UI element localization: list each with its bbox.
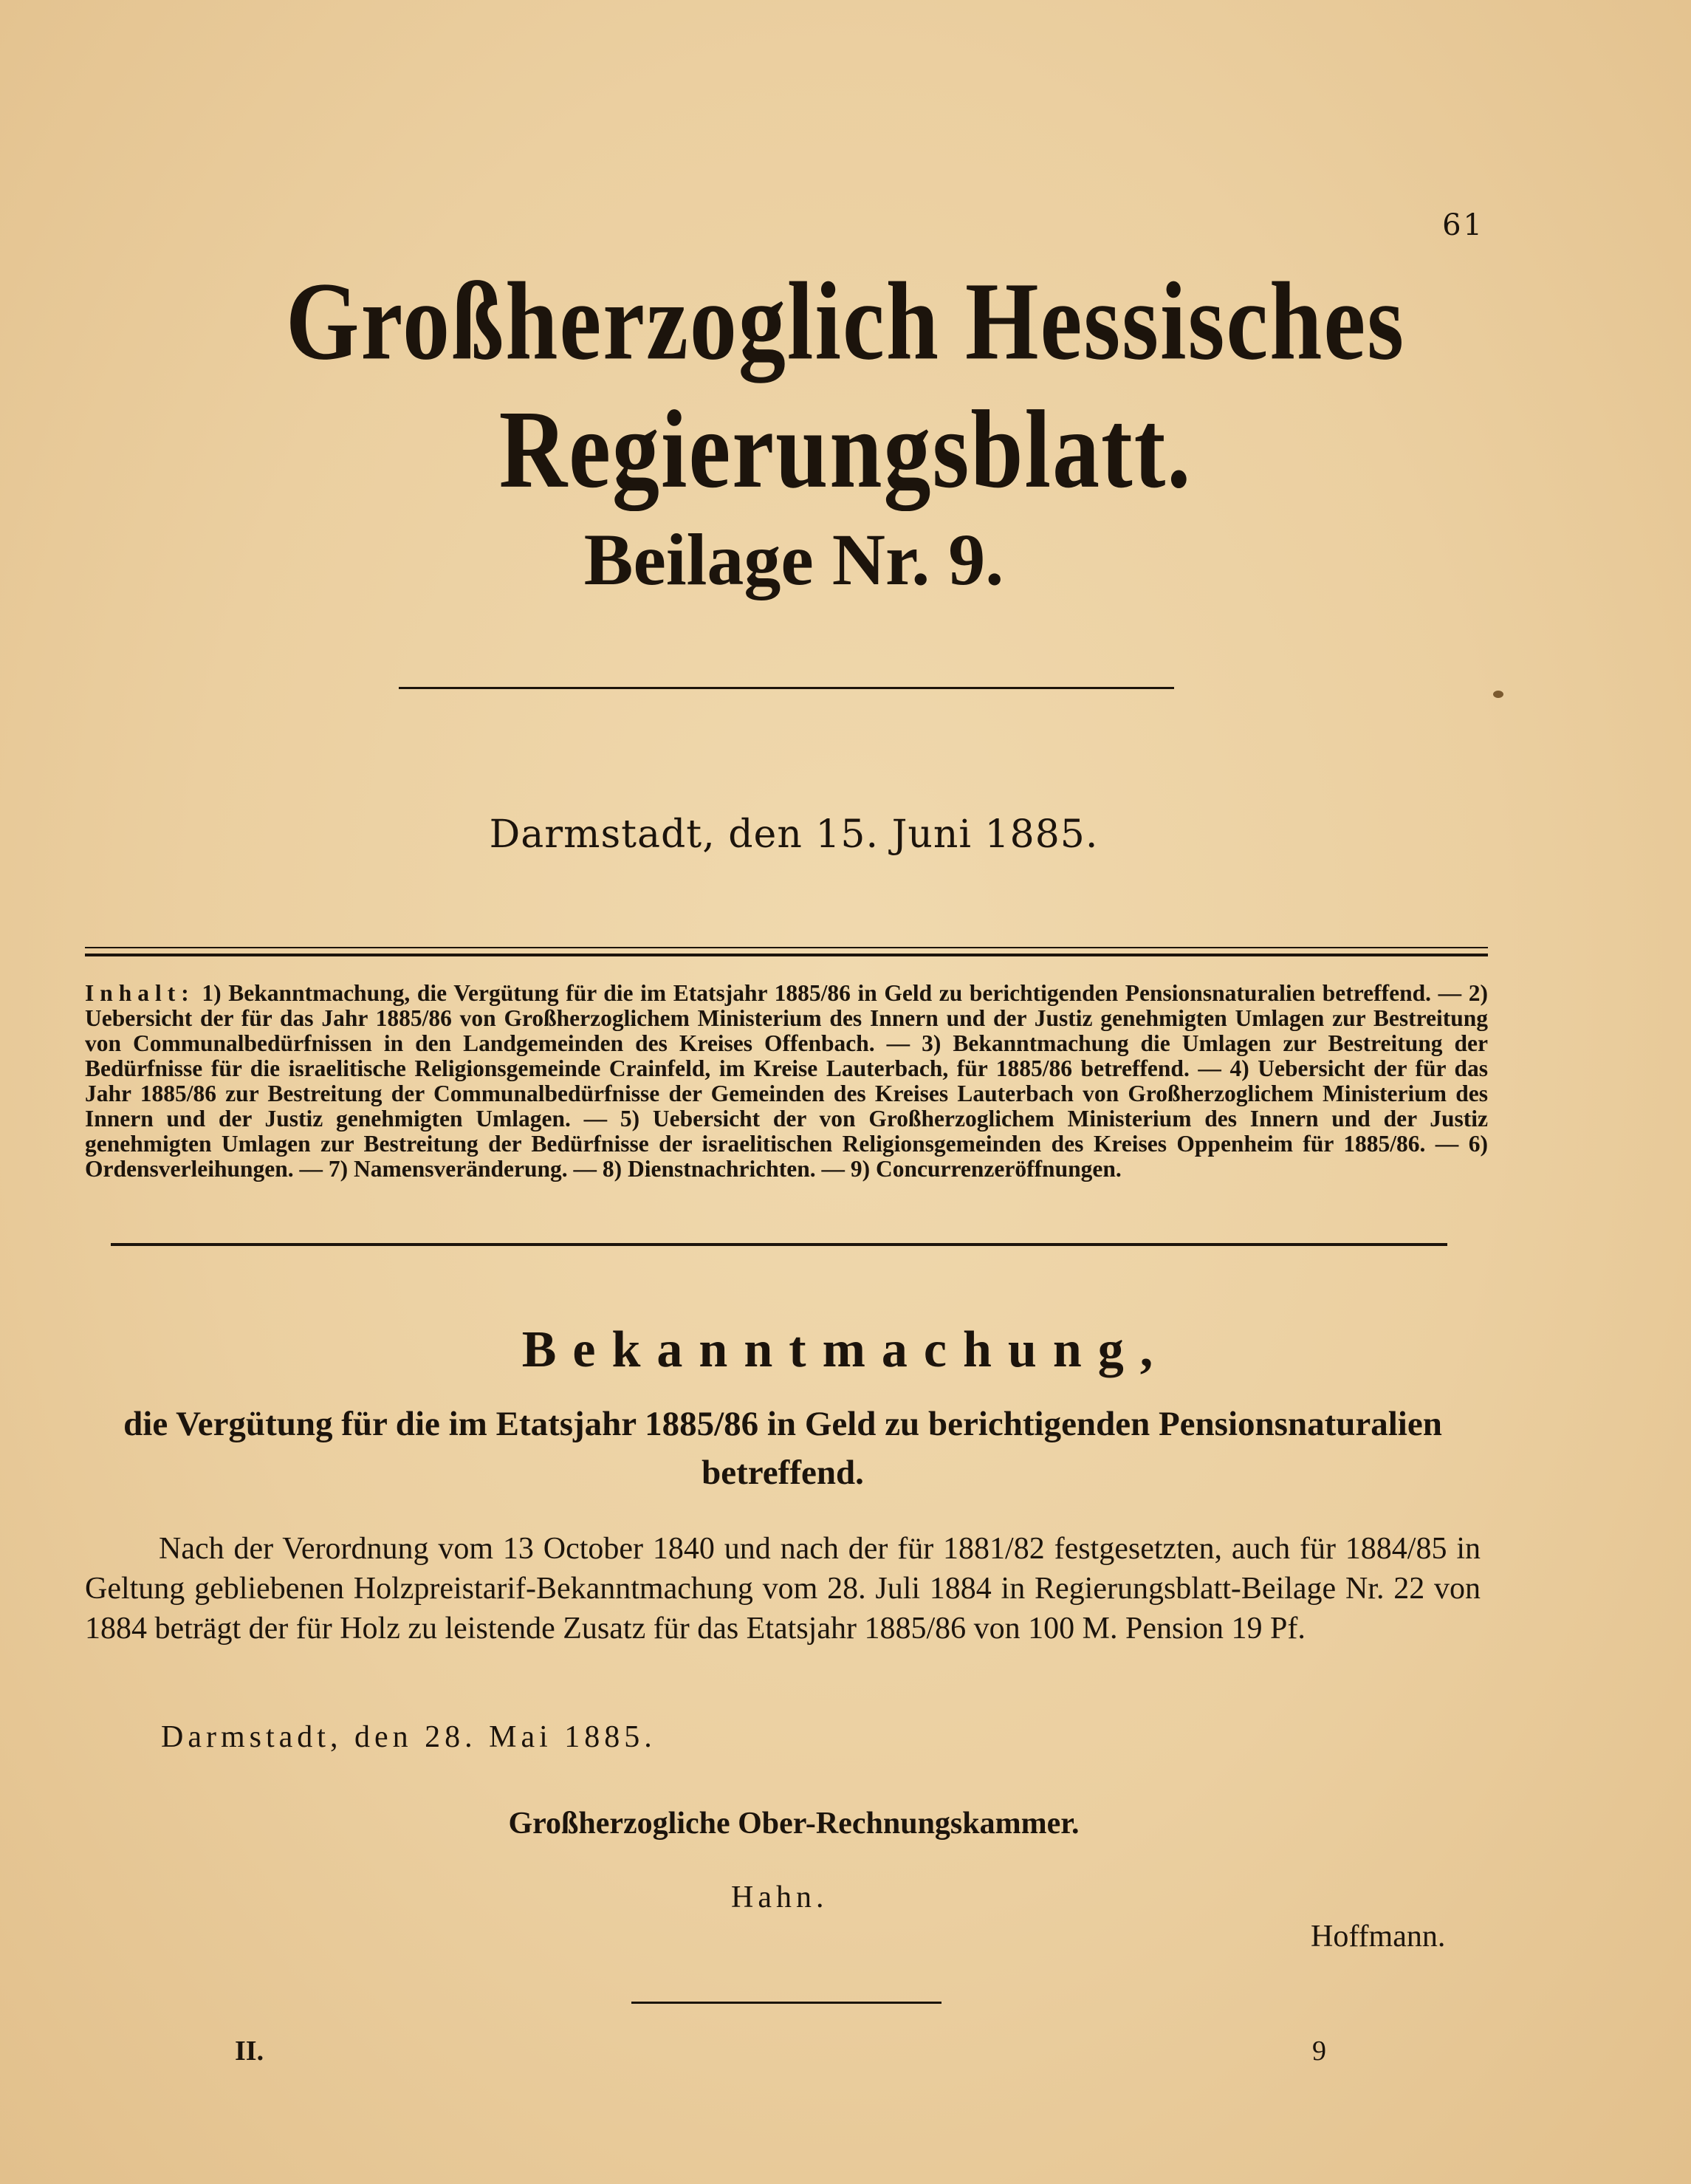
masthead-title: Großherzoglich Hessisches Regierungsblatt. [286, 259, 1405, 511]
table-of-contents [85, 981, 1488, 1182]
contents-label: Inhalt: [85, 980, 195, 1006]
signature-hahn: Hahn. [731, 1880, 829, 1914]
notice-subject: die Vergütung für die im Etatsjahr 1885/86 in Geld zu berichtigenden Pensionsnaturalien betreffend. [123, 1405, 1442, 1492]
paper-stain [1493, 691, 1503, 698]
notice-body: Nach der Verordnung vom 13 October 1840 und nach der für 1881/82 festgesetzten, auch für 1884/85 in Geltung gebliebenen Holzpreistarif-Bekanntmachung vom 28. Juli 1884 in Regierungsblatt-Beilage Nr. 22 von 1884 beträgt der für Holz zu leistende Zusatz für das Etatsjahr 1885/86 von 100 M. Pension 19 Pf. [85, 1532, 1481, 1646]
signature-hoffmann: Hoffmann. [1311, 1920, 1446, 1954]
footer-section-number: II. [235, 2036, 264, 2067]
notice-date: Darmstadt, den 28. Mai 1885. [161, 1720, 656, 1754]
issuing-authority: Großherzogliche Ober-Rechnungskammer. [508, 1807, 1080, 1841]
notice-heading: Bekanntmachung, [521, 1321, 1170, 1378]
issue-title: Beilage Nr. 9. [583, 518, 1004, 600]
contents-top-rule [85, 947, 1488, 956]
dateline: Darmstadt, den 15. Juni 1885. [489, 812, 1099, 857]
contents-bottom-rule [111, 1243, 1447, 1246]
footer-signature-mark: 9 [1312, 2036, 1326, 2067]
page-number: 61 [1442, 208, 1484, 242]
title-rule [399, 687, 1174, 689]
closing-rule [631, 2002, 941, 2004]
contents-text: 1) Bekanntmachung, die Vergütung für die im Etatsjahr 1885/86 in Geld zu berichtigenden Pensionsnaturalien betreffend. — 2) Uebersicht der für das Jahr 1885/86 von Großherzoglichem Ministerium des Innern und der Justiz genehmigten Umlagen zur Bestreitung von Communalbedürfnissen in den Landgemeinden des Kreises Offenbach. — 3) Bekanntmachung die Umlagen zur Bestreitung der Bedürfnisse für die israelitische Religionsgemeinde Crainfeld, im Kreise Lauterbach, für 1885/86 betreffend. — 4) Uebersicht der für das Jahr 1885/86 zur Bestreitung der Communalbedürfnisse der Gemeinden des Kreises Lauterbach von Großherzoglichem Ministerium des Innern und der Justiz genehmigten Umlagen. — 5) Uebersicht der von Großherzoglichem Ministerium des Innern und der Justiz genehmigten Umlagen zur Bestreitung der Bedürfnisse der israelitischen Religionsgemeinden des Kreises Oppenheim für 1885/86. — 6) Ordensverleihungen. — 7) Namensveränderung. — 8) Dienstnachrichten. — 9) Concurrenzeröffnungen. [85, 980, 1488, 1182]
